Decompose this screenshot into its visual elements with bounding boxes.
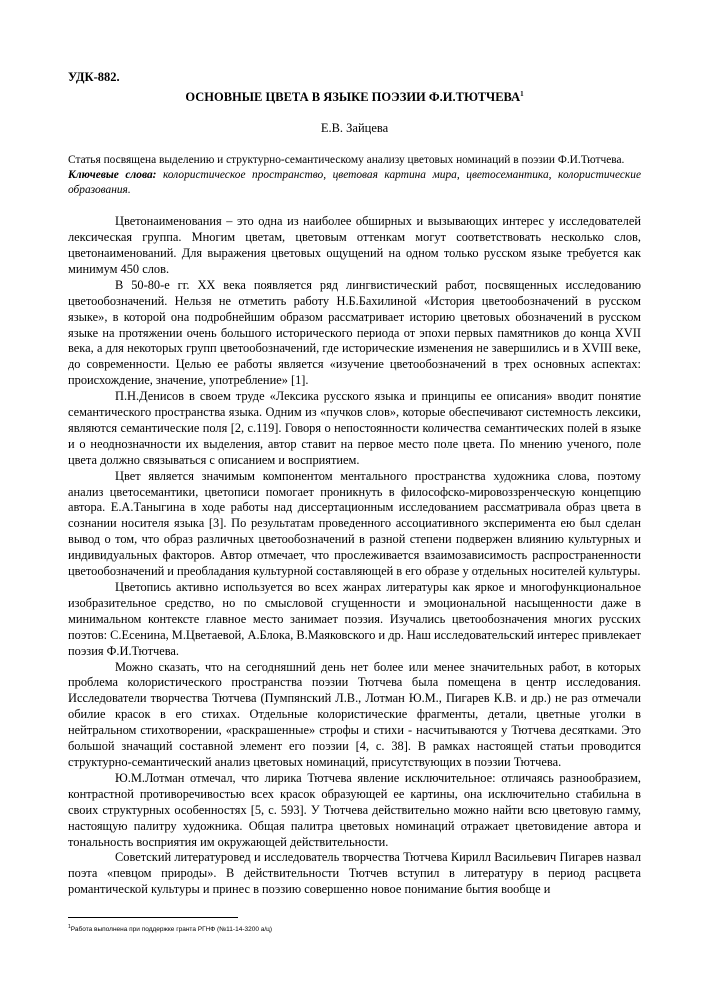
article-title bbox=[68, 87, 641, 105]
keywords-label: Ключевые слова: bbox=[68, 169, 157, 182]
paragraph: В 50-80-е гг. XX века появляется ряд лингвистический работ, посвященных исследованию цветообозначений. Нельзя не отметить работу Н.Б.Бахилиной «История цветообозначений в русском языке», в которой она подробнейшим образом рассматривает историю цветовых обозначений в русском языке на протяжении очень большого исторического периода от эпохи первых памятников до конца XVII века, а для некоторых групп цветообозначений, где исторические изменения не завершились и в XVIII веке, до современности. Целью ее работы является «изучение цветообозначений в трех основных аспектах: происхождение, значение, употребление» [1]. bbox=[68, 277, 641, 388]
article-page bbox=[68, 70, 641, 898]
paragraph: П.Н.Денисов в своем труде «Лексика русского языка и принципы ее описания» вводит понятие семантического пространства языка. Одним из «пучков слов», которые обеспечивают системность лексики, являются семантические поля [2, с.119]. Говоря о непостоянности количества семантических полей в языке и о неоднозначности их выделения, автор ставит на первое место поле цвета. По мнению ученого, поле цвета должно связываться с описанием и восприятием. bbox=[68, 389, 641, 467]
footnote-divider bbox=[68, 917, 238, 918]
paragraph: Цветопись активно используется во всех жанрах литературы как яркое и многофункциональное изобразительное средство, но по смысловой сгущенности и эмоциональной насыщенности даже в минимальном контексте главное место занимает поэзия. Изучались цветообозначения многих русских поэтов: С.Есенина, М.Цветаевой, А.Блока, В.Маяковского и др. Наш исследовательский интерес привлекает поэзия Ф.И.Тютчева. bbox=[68, 580, 641, 658]
abstract: Статья посвящена выделению и структурно-семантическому анализу цветовых номинаций в поэзии Ф.И.Тютчева. bbox=[68, 154, 625, 167]
paragraph: Ю.М.Лотман отмечал, что лирика Тютчева явление исключительное: отличаясь разнообразием, контрастной противоречивостью всех красок образующей ее картины, она исключительно стабильна в своих структурных особенностях [5, с. 593]. У Тютчева действительно можно найти всю цветовую гамму, настоящую палитру художника. Общая палитра цветовых номинаций отражает цветовидение автора и тональность восприятия им окружающей действительности. bbox=[68, 770, 641, 849]
article-body bbox=[68, 214, 641, 898]
footnote-mark: 1 bbox=[68, 924, 71, 930]
paragraph: Советский литературовед и исследователь творчества Тютчева Кирилл Васильевич Пигарев назвал поэта «певцом природы». В действительности Тютчев вступил в литературу в период расцвета романтической культуры и принес в поэзию совершенно новое понимание бытия вообще и bbox=[68, 850, 641, 897]
udk-code: УДК-882. bbox=[68, 70, 120, 84]
title-footnote-mark: 1 bbox=[520, 90, 524, 98]
author-name: Е.В. Зайцева bbox=[320, 121, 389, 136]
paragraph: Цвет является значимым компонентом ментального пространства художника слова, поэтому анализ цветосемантики, цветописи помогает проникнуть в философско-мировоззренческую концепцию автора. Е.А.Таныгина в ходе работы над диссертационным исследованием рассматривала образ цвета в сознании носителя языка [3]. По результатам проведенного ассоциативного эксперимента ею был сделан вывод о том, что образ различных цветообозначений в разной степени подвержен влиянию культурных и индивидуальных факторов. Автор отмечает, что прослеживается взаимозависимость распространенности цветообозначений и преобладания культурной составляющей в его образе у отдельных носителей культуры. bbox=[68, 468, 641, 579]
keywords-list: колористическое пространство, цветовая картина мира, цветосемантика, колористические образования. bbox=[68, 169, 641, 197]
footnote bbox=[68, 923, 272, 934]
paragraph: Можно сказать, что на сегодняшний день нет более или менее значительных работ, в которых проблема колористического пространства поэзии Тютчева была помещена в центр исследования. Исследователи творчества Тютчева (Пумпянский Л.В., Лотман Ю.М., Пигарев К.В. и др.) не раз отмечали обилие красок в его стихах. Отдельные колористические фрагменты, детали, цветные уголки в нейтральном стихотворении, «раскрашенные» строфы и стихи - насчитываются у Тютчева десятками. Это большой значащий составной элемент его поэзии [4, с. 38]. В рамках настоящей статьи проводится структурно-семантический анализ цветовых номинаций, присутствующих в поэзии Тютчева. bbox=[68, 659, 641, 769]
paragraph: Цветонаименования – это одна из наиболее обширных и вызывающих интерес у исследователей лексическая группа. Многим цветам, цветовым оттенкам могут соответствовать несколько слов, цветонаименований. Для выражения цветовых ощущений на одном только русском языке требуется как минимум 450 слов. bbox=[68, 214, 641, 276]
footnote-text: Работа выполнена при поддержке гранта РГНФ (№11-14-3200 а/ц) bbox=[70, 926, 273, 934]
article-title-text: ОСНОВНЫЕ ЦВЕТА В ЯЗЫКЕ ПОЭЗИИ Ф.И.ТЮТЧЕВА bbox=[185, 90, 521, 105]
keywords bbox=[68, 168, 641, 198]
